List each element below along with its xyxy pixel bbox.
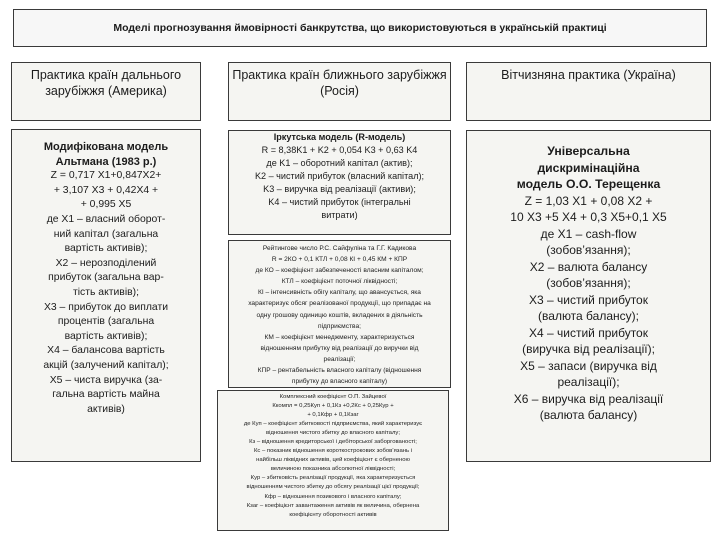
altman-line: X3 – прибуток до виплати <box>43 301 169 313</box>
altman-line: X2 – нерозподілений <box>55 257 157 269</box>
altman-heading: Модифікована модель Альтмана (1983 р.) <box>43 141 169 168</box>
zaitseva-heading: Комплексний коефіцієнт О.П. Зайцевої <box>279 394 387 400</box>
saifulin-line: КПР – рентабельність власного капіталу (відношення <box>257 367 422 375</box>
header-far-abroad: Практика країн дальнього зарубіжжя (Америка) <box>11 62 201 121</box>
tereshchenko-line: реалізації); <box>557 375 620 389</box>
tereshchenko-model-box <box>466 130 711 462</box>
tereshchenko-line: 10 X3 +5 X4 + 0,3 X5+0,1 X5 <box>510 210 667 224</box>
irkutsk-line: K2 – чистий прибуток (власний капітал); <box>254 171 425 181</box>
irkutsk-line: K3 – виручка від реалізації (активи); <box>263 184 416 194</box>
zaitseva-model-box <box>217 390 449 531</box>
zaitseva-line: Кс – показник відношення короткострокових зобов’язань і <box>253 448 412 455</box>
saifulin-line: КТЛ – коефіцієнт поточної ліквідності; <box>281 278 398 286</box>
tereshchenko-heading: модель О.О. Терещенка <box>516 177 661 191</box>
saifulin-model-box <box>228 240 451 388</box>
saifulin-heading: Рейтингове число Р.С. Сайфуліна та Г.Г. Кадикова <box>262 245 417 252</box>
saifulin-line: де КО – коефіцієнт забезпеченості власним капіталом; <box>255 267 424 275</box>
irkutsk-line: K4 – чистий прибуток (інтегральні <box>268 197 411 207</box>
irkutsk-line: де K1 – оборотний капітал (актив); <box>266 158 413 168</box>
altman-line: гальна вартість майна <box>52 389 160 401</box>
zaitseva-line: Ккомпл = 0,25Куп + 0,1Кз +0,2Кс + 0,25Кур + <box>272 403 394 410</box>
zaitseva-line: Кфр – відношення позикового і власного капіталу; <box>264 493 402 500</box>
zaitseva-line: Кзаг – коефіцієнт завантаження активів як величина, обернена <box>246 502 420 509</box>
tereshchenko-line: X2 – валюта балансу <box>529 259 648 274</box>
zaitseva-line: + 0,1Кфр + 0,1Кзаг <box>307 412 359 419</box>
irkutsk-heading: Іркутська модель (R-модель) <box>273 132 406 142</box>
irkutsk-line: витрати) <box>321 210 358 220</box>
tereshchenko-line: X4 – чистий прибуток <box>529 325 648 340</box>
saifulin-line: характеризує обсяг реалізованої продукції, що припадає на <box>248 300 431 308</box>
tereshchenko-line: (валюта балансу); <box>538 309 639 323</box>
saifulin-line: КІ – інтенсивність обігу капіталу, що авансується, яка <box>258 289 421 297</box>
diagram-title: Моделі прогнозування ймовірності банкрутства, що використовуються в українській практиці <box>13 9 707 47</box>
tereshchenko-line: (виручка від реалізації); <box>522 342 655 356</box>
header-domestic: Вітчизняна практика (Україна) <box>466 62 711 121</box>
altman-line: акцій (залучений капітал); <box>43 359 169 371</box>
zaitseva-line: Кур – збитковість реалізації продукції, яка характеризується <box>250 475 416 482</box>
tereshchenko-line: (валюта балансу) <box>539 408 638 422</box>
tereshchenko-heading: Універсальна <box>547 144 630 158</box>
saifulin-line: одну грошову одиницю коштів, вкладених в діяльність <box>256 311 423 319</box>
zaitseva-line: коефіцієнту оборотності активів <box>289 511 377 518</box>
saifulin-line: реалізації; <box>323 355 356 363</box>
altman-line: Z = 0,717 X1+0,847X2+ <box>50 170 162 182</box>
altman-line: тість активів); <box>72 286 140 298</box>
tereshchenko-line: X6 – виручка від реалізації <box>513 391 664 406</box>
tereshchenko-line: (зобов’язання); <box>546 276 631 290</box>
altman-line: вартість активів); <box>64 330 148 342</box>
tereshchenko-line: де X1 – cash-flow <box>540 226 637 241</box>
zaitseva-line: де Куп – коефіцієнт збитковості підприємства, який характеризує <box>243 421 423 428</box>
tereshchenko-line: X3 – чистий прибуток <box>529 292 648 307</box>
tereshchenko-line: (зобов’язання); <box>546 243 631 257</box>
tereshchenko-heading: дискримінаційна <box>537 160 640 175</box>
saifulin-line: прибутку до власного капіталу) <box>291 378 388 386</box>
altman-model-box <box>11 129 201 462</box>
irkutsk-line: R = 8,38K1 + K2 + 0,054 K3 + 0,63 K4 <box>261 145 418 155</box>
altman-line: + 3,107 X3 + 0,42X4 + <box>53 184 159 196</box>
zaitseva-line: найбільш ліквідних активів, цей коефіцієнт є оберненою <box>256 457 410 464</box>
altman-line: активів) <box>87 403 125 415</box>
altman-line: де X1 – власний оборот- <box>46 213 166 225</box>
altman-line: вартість активів); <box>64 243 148 255</box>
zaitseva-line: відношення чистого збитку до власного капіталу; <box>266 430 400 437</box>
saifulin-line: R = 2КО + 0,1 КТЛ + 0,08 КІ + 0,45 КМ + КПР <box>271 256 408 264</box>
saifulin-line: відношенням прибутку від реалізації до виручки від <box>260 344 419 352</box>
altman-line: ний капітал (загальна <box>53 228 159 240</box>
tereshchenko-line: Z = 1,03 X1 + 0,08 X2 + <box>524 193 653 208</box>
altman-line: X4 – балансова вартість <box>47 345 165 357</box>
altman-line: + 0,995 X5 <box>80 199 132 211</box>
zaitseva-line: величиною показника абсолютної ліквідності; <box>270 466 396 473</box>
tereshchenko-line: X5 – запаси (виручка від <box>520 358 657 373</box>
saifulin-line: КМ – коефіцієнт менеджменту, характеризується <box>264 333 415 341</box>
saifulin-line: підприємства; <box>318 322 361 330</box>
header-near-abroad: Практика країн ближнього зарубіжжя (Росія) <box>228 62 451 121</box>
zaitseva-line: відношенням чистого збитку до обсягу реалізації цієї продукції; <box>246 484 420 491</box>
irkutsk-model-box <box>228 130 451 235</box>
zaitseva-line: Кз – відношення кредиторської і дебіторської заборгованості; <box>249 439 417 446</box>
altman-line: X5 – чиста виручка (за- <box>49 374 163 386</box>
altman-line: процентів (загальна <box>57 316 155 328</box>
altman-line: прибуток (загальна вар- <box>48 272 164 284</box>
